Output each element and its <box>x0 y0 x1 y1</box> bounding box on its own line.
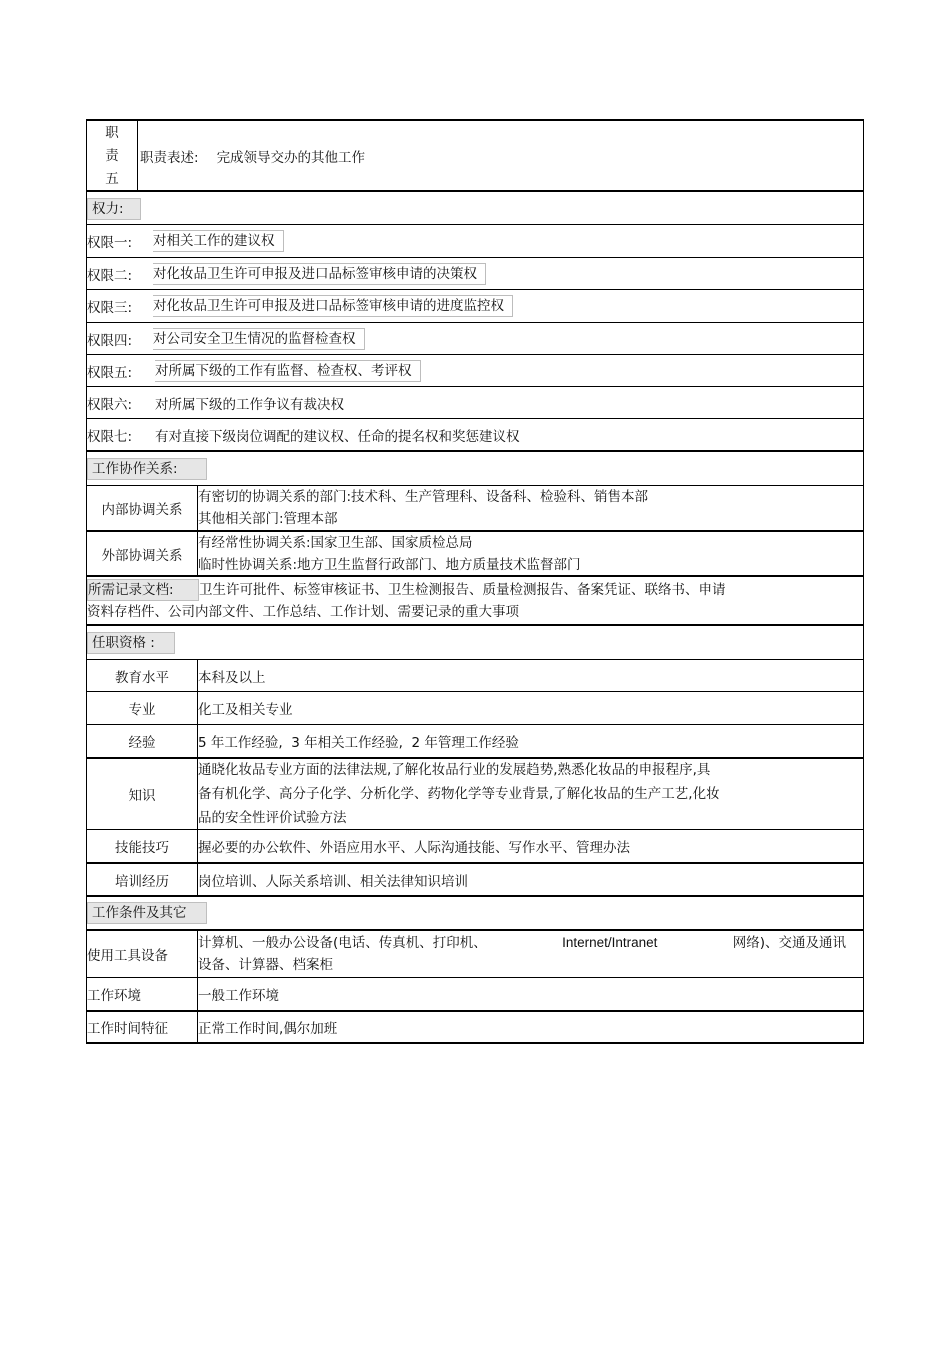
authority-text: 对所属下级的工作有监督、检查权、考评权 <box>155 360 421 382</box>
authority-text: 有对直接下级岗位调配的建议权、任命的提名权和奖惩建议权 <box>155 428 520 445</box>
records-line: 资料存档件、公司内部文件、工作总结、工作计划、需要记录的重大事项 <box>87 604 519 620</box>
knowledge-line: 通晓化妆品专业方面的法律法规,了解化妆品行业的发展趋势,熟悉化妆品的申报程序,具 <box>198 762 711 778</box>
cooperation-section <box>86 450 864 576</box>
records-section <box>86 575 864 625</box>
knowledge-line: 品的安全性评价试验方法 <box>198 810 347 826</box>
tools-line: Internet/Intranet <box>562 935 658 950</box>
authority-header-section <box>86 190 864 225</box>
qualification-section <box>86 624 864 896</box>
qualification-value: 5 年工作经验, 3 年相关工作经验, 2 年管理工作经验 <box>197 725 863 757</box>
authority-label: 权限七: <box>87 428 133 445</box>
authority-label: 权限四: <box>87 332 133 349</box>
authority-text: 对公司安全卫生情况的监督检查权 <box>153 328 365 350</box>
knowledge-line: 备有机化学、高分子化学、分析化学、药物化学等专业背景,了解化妆品的生产工艺,化妆 <box>198 786 720 802</box>
internal-coordination-line: 其他相关部门:管理本部 <box>198 511 338 527</box>
external-coordination-line: 有经常性协调关系:国家卫生部、国家质检总局 <box>198 534 473 551</box>
environment-value: 一般工作环境 <box>197 978 863 1010</box>
qualification-value: 握必要的办公软件、外语应用水平、人际沟通技能、写作水平、管理办法 <box>197 830 863 862</box>
authority-label: 权限一: <box>87 235 133 251</box>
external-coordination-line: 临时性协调关系:地方卫生监督行政部门、地方质量技术监督部门 <box>198 556 581 573</box>
authority-label: 权限五: <box>87 364 133 381</box>
duty-five-label: 职 责 五 <box>105 124 119 187</box>
authority-text: 对化妆品卫生许可申报及进口品标签审核申请的进度监控权 <box>153 295 513 317</box>
authority-label: 权限三: <box>87 300 133 316</box>
records-label: 所需记录文档: <box>87 579 199 601</box>
qualification-value: 化工及相关专业 <box>197 692 863 724</box>
environment-label: 工作环境 <box>87 988 141 1004</box>
work-time-value: 正常工作时间,偶尔加班 <box>197 1012 863 1042</box>
qualification-label: 专业 <box>128 702 156 718</box>
work-time-label: 工作时间特征 <box>87 1021 168 1037</box>
qualification-label: 经验 <box>128 735 156 751</box>
conditions-header: 工作条件及其它 <box>87 902 207 924</box>
tools-line: 设备、计算器、档案柜 <box>198 957 333 973</box>
tools-line: 计算机、一般办公设备(电话、传真机、打印机、 <box>198 935 487 951</box>
internal-coordination-label: 内部协调关系 <box>101 502 183 518</box>
authority-text: 对化妆品卫生许可申报及进口品标签审核申请的决策权 <box>153 263 486 285</box>
tools-line: 网络)、交通及通讯 <box>732 935 846 951</box>
authority-label: 权限二: <box>87 267 133 284</box>
authority-label: 权限六: <box>87 396 133 413</box>
authority-text: 对所属下级的工作争议有裁决权 <box>155 396 344 413</box>
cooperation-header: 工作协作关系: <box>87 458 207 480</box>
authority-text: 对相关工作的建议权 <box>153 230 284 252</box>
qualification-label: 技能技巧 <box>115 840 169 856</box>
tools-label: 使用工具设备 <box>87 948 168 964</box>
qualification-label: 培训经历 <box>115 873 169 890</box>
duty-desc-label: 职责表述: <box>140 150 199 166</box>
authority-list <box>86 224 864 451</box>
job-description-table <box>86 119 864 1044</box>
external-coordination-label: 外部协调关系 <box>101 547 183 564</box>
records-line: 卫生许可批件、标签审核证书、卫生检测报告、质量检测报告、备案凭证、联络书、申请 <box>199 582 726 598</box>
qualification-label: 教育水平 <box>115 669 169 686</box>
qualification-label: 知识 <box>128 788 156 804</box>
qualification-header: 任职资格 : <box>87 632 175 654</box>
internal-coordination-line: 有密切的协调关系的部门:技术科、生产管理科、设备科、检验科、销售本部 <box>198 489 649 505</box>
duty-desc-text: 完成领导交办的其他工作 <box>216 150 366 166</box>
qualification-value: 岗位培训、人际关系培训、相关法律知识培训 <box>197 864 863 895</box>
authority-header: 权力: <box>87 198 141 220</box>
qualification-value: 本科及以上 <box>197 660 863 691</box>
duty-five-section <box>86 119 864 191</box>
conditions-section <box>86 895 864 1044</box>
